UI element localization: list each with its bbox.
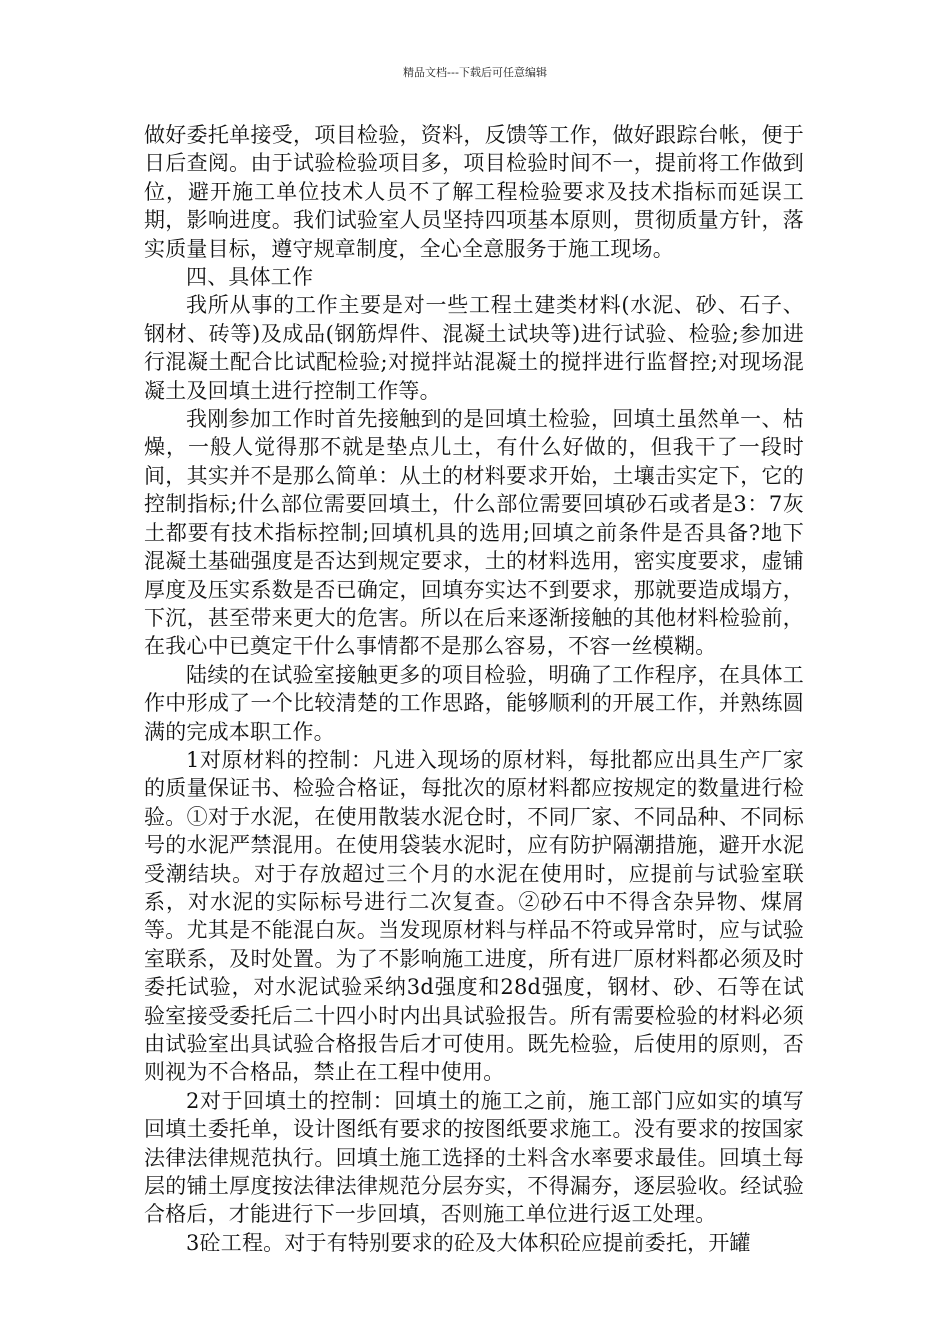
paragraph-raw-material-control: 1对原材料的控制：凡进入现场的原材料，每批都应出具生产厂家的质量保证书、检验合格证，每批次的原材料都应按规定的数量进行检验。①对于水泥，在使用散装水泥仓时，不同厂家、不同品种、不同标号的水泥严禁混用。在使用袋装水泥时，应有防护隔潮措施，避开水泥受潮结块。对于存放超过三个月的水泥在使用时，应提前与试验室联系，对水泥的实际标号进行二次复查。②砂石中不得含杂异物、煤屑等。尤其是不能混白灰。当发现原材料与样品不符或异常时，应与试验室联系，及时处置。为了不影响施工进度，所有进厂原材料都必须及时委托试验，对水泥试验采纳3d强度和28d强度，钢材、砂、石等在试验室接受委托后二十四小时内出具试验报告。所有需要检验的材料必须由试验室出具试验合格报告后才可使用。既先检验，后使用的原则，否则视为不合格品，禁止在工程中使用。 xyxy=(144,747,804,1085)
paragraph-progress: 陆续的在试验室接触更多的项目检验，明确了工作程序，在具体工作中形成了一个比较清楚的工作思路，能够顺利的开展工作，并熟练圆满的完成本职工作。 xyxy=(144,662,804,744)
page-header: 精品文档---下载后可任意编辑 xyxy=(403,66,547,79)
paragraph-backfill-experience: 我刚参加工作时首先接触到的是回填土检验，回填土虽然单一、枯燥，一般人觉得那不就是垫点儿土，有什么好做的，但我干了一段时间，其实并不是那么简单：从土的材料要求开始，土壤击实定下，它的控制指标;什么部位需要回填土，什么部位需要回填砂石或者是3：7灰土都要有技术指标控制;回填机具的选用;回填之前条件是否具备?地下混凝土基础强度是否达到规定要求，土的材料选用，密实度要求，虚铺厚度及压实系数是否已确定，回填夯实达不到要求，那就要造成塌方，下沉，甚至带来更大的危害。所以在后来逐渐接触的其他材料检验前，在我心中已奠定干什么事情都不是那么容易，不容一丝模糊。 xyxy=(144,407,804,659)
document-body xyxy=(144,121,804,1257)
paragraph-continuation: 做好委托单接受，项目检验，资料，反馈等工作，做好跟踪台帐，便于日后查阅。由于试验检验项目多，项目检验时间不一，提前将工作做到位，避开施工单位技术人员不了解工程检验要求及技术指标而延误工期，影响进度。我们试验室人员坚持四项基本原则，贯彻质量方针，落实质量目标，遵守规章制度，全心全意服务于施工现场。 xyxy=(144,123,804,261)
paragraph-backfill-control: 2对于回填土的控制：回填土的施工之前，施工部门应如实的填写回填土委托单，设计图纸有要求的按图纸要求施工。没有要求的按国家法律法律规范执行。回填土施工选择的土料含水率要求最佳。回填土每层的铺土厚度按法律法律规范分层夯实，不得漏夯，逐层验收。经试验合格后，才能进行下一步回填，否则施工单位进行返工处理。 xyxy=(144,1088,804,1227)
section-heading: 四、具体工作 xyxy=(186,265,314,290)
paragraph-concrete-works: 3砼工程。对于有特别要求的砼及大体积砼应提前委托，开罐 xyxy=(186,1230,751,1255)
paragraph-work-scope: 我所从事的工作主要是对一些工程土建类材料(水泥、砂、石子、钢材、砖等)及成品(钢筋焊件、混凝土试块等)进行试验、检验;参加进行混凝土配合比试配检验;对搅拌站混凝土的搅拌进行监督控;对现场混凝土及回填土进行控制工作等。 xyxy=(144,293,804,403)
